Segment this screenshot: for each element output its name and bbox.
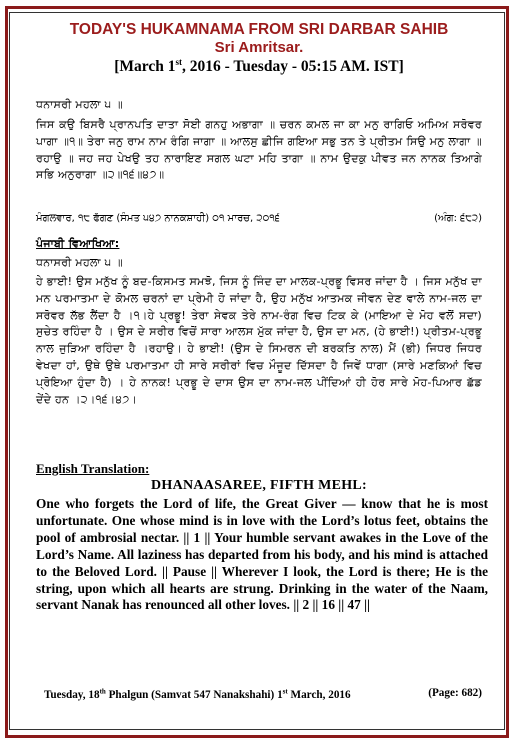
footer-date-pre: Tuesday, 18	[44, 688, 100, 701]
hukamnama-text: ਜਿਸ ਕਉ ਬਿਸਰੈ ਪ੍ਰਾਨਪਤਿ ਦਾਤਾ ਸੋਈ ਗਨਹੁ ਅਭਾਗਾ ॥ ਚਰਨ ਕਮਲ ਜਾ ਕਾ ਮਨੁ ਰਾਗਿਓ ਅਮਿਅ ਸਰੋਵਰ ਪਾਗਾ ॥੧॥ ਤੇਰਾ ਜਨੁ ਰਾਮ ਨਾਮ ਰੰਗਿ ਜਾਗਾ ॥ ਆਲਸੁ ਛੀਜਿ ਗਇਆ ਸਭੁ ਤਨ ਤੇ ਪ੍ਰੀਤਮ ਸਿਉ ਮਨੁ ਲਾਗਾ ॥ ਰਹਾਉ ॥ ਜਹ ਜਹ ਪੇਖਉ ਤਹ ਨਾਰਾਇਣ ਸਗਲ ਘਟਾ ਮਹਿ ਤਾਗਾ ॥ ਨਾਮ ਉਦਕੁ ਪੀਵਤ ਜਨ ਨਾਨਕ ਤਿਆਗੇ ਸਭਿ ਅਨੁਰਾਗਾ ॥੨॥੧੬॥੪੭॥	[36, 118, 482, 182]
date-line	[0, 57, 518, 76]
punjabi-text: ਹੇ ਭਾਈ! ਉਸ ਮਨੁੱਖ ਨੂੰ ਬਦ-ਕਿਸਮਤ ਸਮਝੋ, ਜਿਸ ਨੂੰ ਜਿੰਦ ਦਾ ਮਾਲਕ-ਪ੍ਰਭੂ ਵਿਸਰ ਜਾਂਦਾ ਹੈ । ਜਿਸ ਮਨੁੱਖ ਦਾ ਮਨ ਪਰਮਾਤਮਾ ਦੇ ਕੋਮਲ ਚਰਨਾਂ ਦਾ ਪ੍ਰੇਮੀ ਹੋ ਜਾਂਦਾ ਹੈ, ਉਹ ਮਨੁੱਖ ਆਤਮਕ ਜੀਵਨ ਦੇਣ ਵਾਲੇ ਨਾਮ-ਜਲ ਦਾ ਸਰੋਵਰ ਲੱਭ ਲੈਂਦਾ ਹੈ ।੧।ਹੇ ਪ੍ਰਭੂ! ਤੇਰਾ ਸੇਵਕ ਤੇਰੇ ਨਾਮ-ਰੰਗ ਵਿਚ ਟਿਕ ਕੇ (ਮਾਇਆ ਦੇ ਮੋਹ ਵਲੋਂ ਸਦਾ) ਸੁਚੇਤ ਰਹਿੰਦਾ ਹੈ । ਉਸ ਦੇ ਸਰੀਰ ਵਿਚੋਂ ਸਾਰਾ ਆਲਸ ਮੁੱਕ ਜਾਂਦਾ ਹੈ, ਉਸ ਦਾ ਮਨ, (ਹੇ ਭਾਈ!) ਪ੍ਰੀਤਮ-ਪ੍ਰਭੂ ਨਾਲ ਜੁੜਿਆ ਰਹਿੰਦਾ ਹੈ ।ਰਹਾਉ। ਹੇ ਭਾਈ! (ਉਸ ਦੇ ਸਿਮਰਨ ਦੀ ਬਰਕਤਿ ਨਾਲ) ਮੈਂ (ਭੀ) ਜਿਧਰ ਜਿਧਰ ਵੇਖਦਾ ਹਾਂ, ਉਥੇ ਉਥੇ ਪਰਮਾਤਮਾ ਹੀ ਸਾਰੇ ਸਰੀਰਾਂ ਵਿਚ ਮੌਜੂਦ ਦਿੱਸਦਾ ਹੈ ਜਿਵੇਂ ਧਾਗਾ (ਸਾਰੇ ਮਣਕਿਆਂ ਵਿਚ ਪ੍ਰੋਇਆ ਹੁੰਦਾ ਹੈ) । ਹੇ ਨਾਨਕ! ਪ੍ਰਭੂ ਦੇ ਦਾਸ ਉਸ ਦਾ ਨਾਮ-ਜਲ ਪੀਂਦਿਆਂ ਹੀ ਹੋਰ ਸਾਰੇ ਮੋਹ-ਪਿਆਰ ਛੱਡ ਦੇਂਦੇ ਹਨ ।੨।੧੬।੪੭।	[36, 275, 482, 406]
date-sup: st	[175, 57, 182, 67]
footer-date	[44, 689, 351, 701]
page-subtitle: Sri Amritsar.	[214, 39, 304, 56]
punjabi-heading: ਧਨਾਸਰੀ ਮਹਲਾ ੫ ॥	[36, 256, 123, 269]
english-text: One who forgets the Lord of life, the Great Giver — know that he is most unfortunate. One whose mind is in love with the Lord’s lotus feet, obtains the pool of ambrosial nectar. || 1 || Your humble servant awakes in the Love of the Lord’s Name. All laziness has departed from his body, and his mind is attached to the Beloved Lord. || Pause || Wherever I look, the Lord is there; He is the string, upon which all hearts are strung. Drinking in the water of the Naam, servant Nanak has renounced all other loves. || 2 || 16 || 47 ||	[36, 496, 488, 613]
nanakshahi-date: ਮੰਗਲਵਾਰ, ੧੮ ਫੱਗਣ (ਸੰਮਤ ੫੪੭ ਨਾਨਕਸ਼ਾਹੀ) ੦੧ ਮਾਰਚ, ੨੦੧੬	[36, 213, 280, 224]
footer-date-post: March, 2016	[287, 688, 351, 701]
footer-date-row	[44, 687, 482, 701]
footer-page: (Page: 682)	[428, 687, 482, 699]
footer-date-sup2: st	[282, 687, 288, 695]
english-label: English Translation:	[36, 461, 150, 476]
nanakshahi-date-row	[36, 213, 482, 224]
footer-date-mid: Phalgun (Samvat 547 Nanakshahi) 1	[105, 688, 283, 701]
english-heading: DHANAASAREE, FIFTH MEHL:	[150, 478, 368, 493]
date-pre: [March 1	[114, 58, 176, 76]
footer-date-sup1: th	[99, 687, 106, 695]
date-post: , 2016 - Tuesday - 05:15 AM. IST]	[182, 58, 404, 76]
ang-number: (ਅੰਗ: ੬੮੨)	[434, 213, 482, 224]
hukamnama-heading: ਧਨਾਸਰੀ ਮਹਲਾ ੫ ॥	[36, 98, 123, 111]
punjabi-label: ਪੰਜਾਬੀ ਵਿਆਖਿਆ:	[36, 237, 120, 250]
page-title: TODAY'S HUKAMNAMA FROM SRI DARBAR SAHIB	[69, 21, 449, 38]
